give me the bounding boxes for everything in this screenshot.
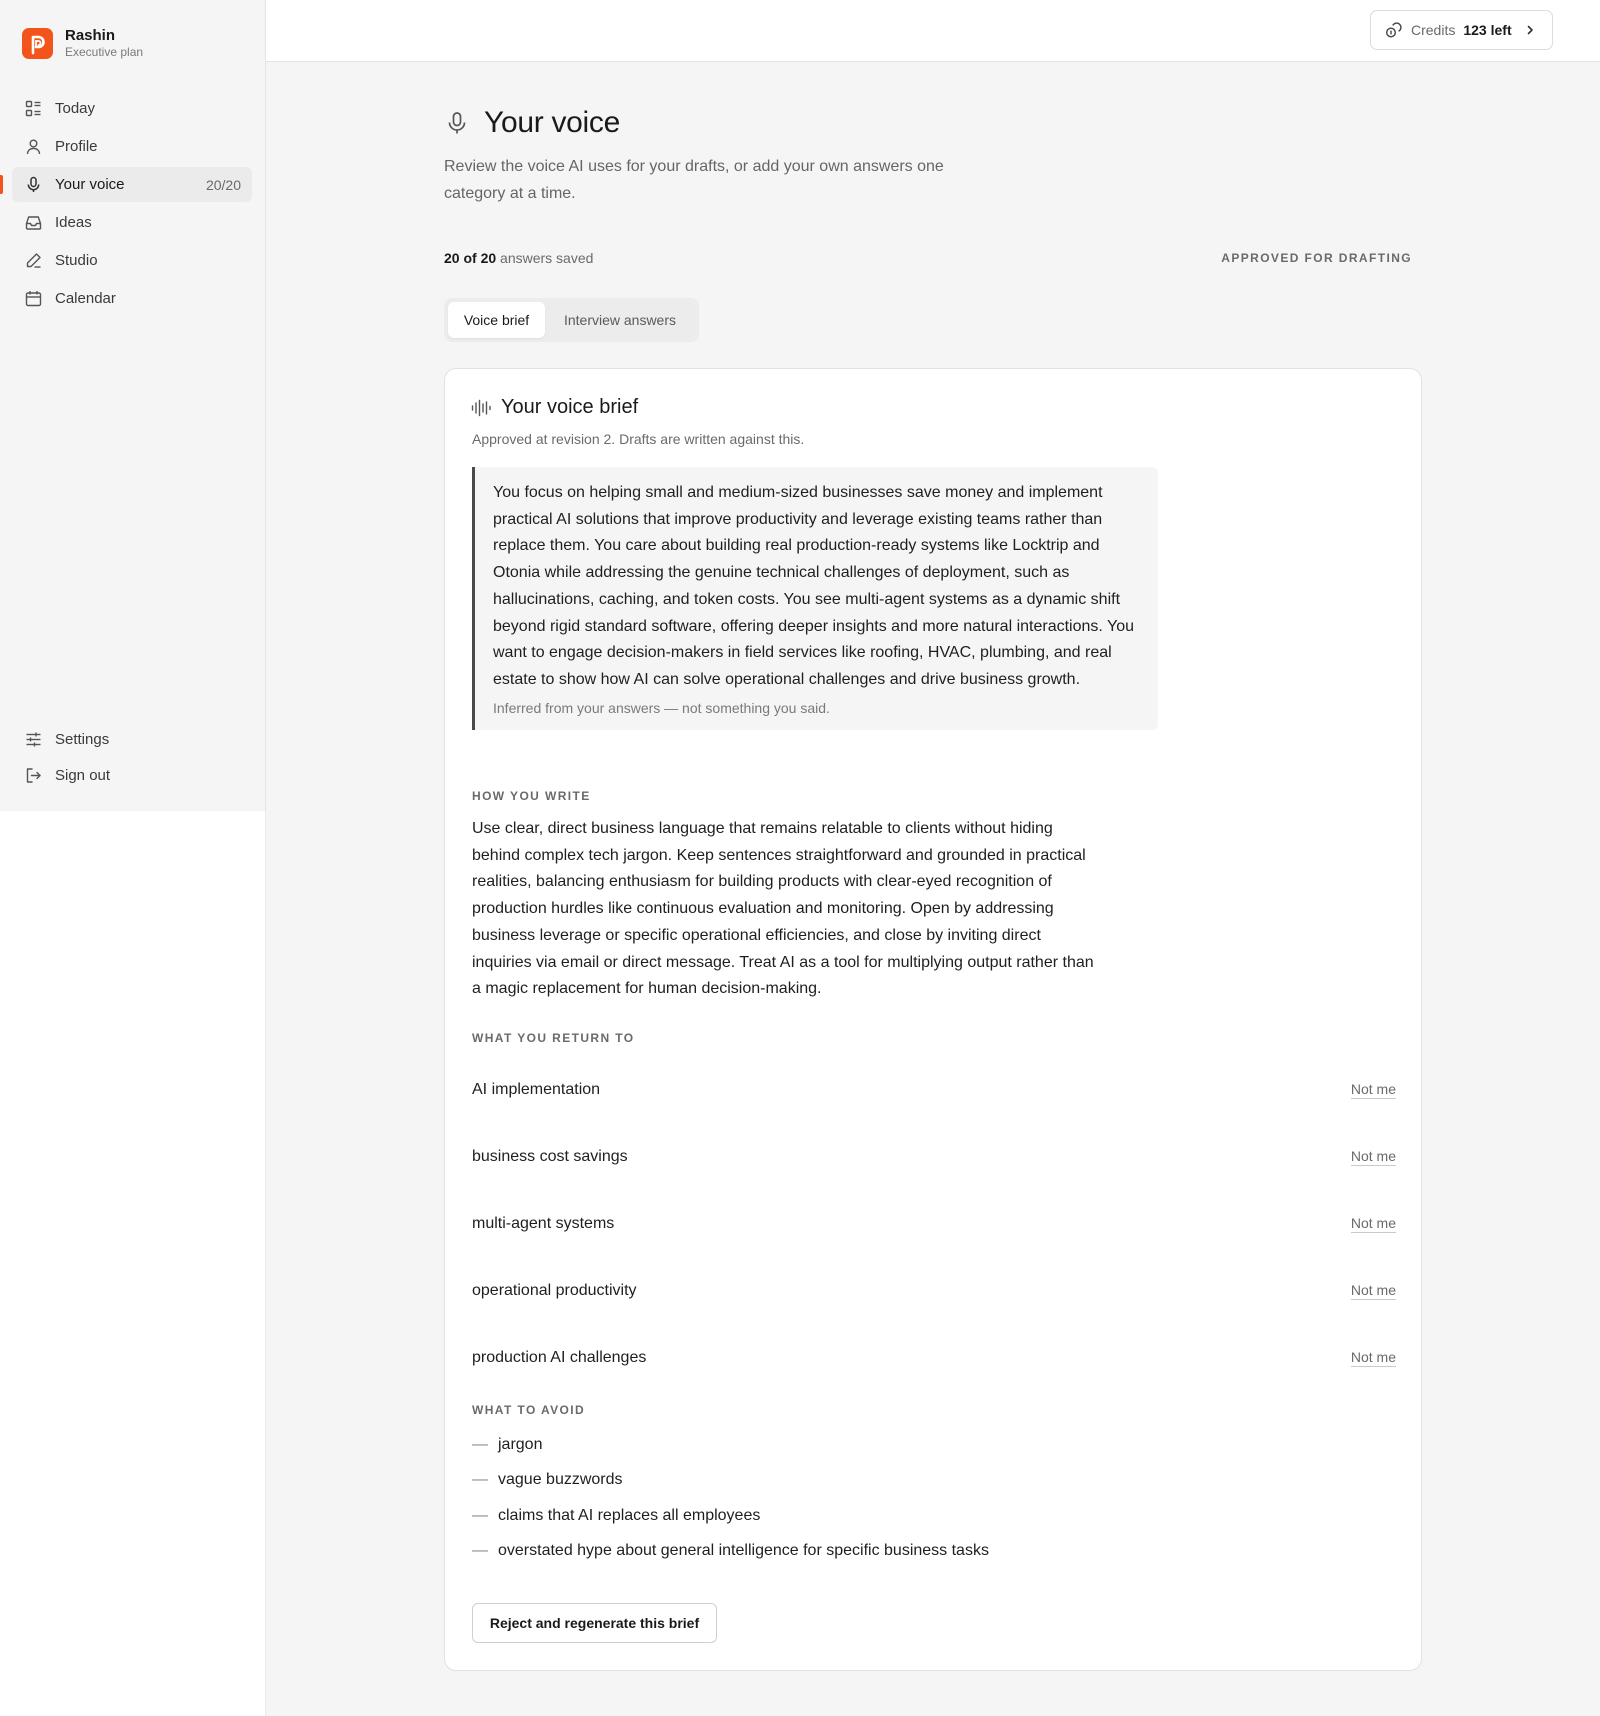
dash-bullet: —	[472, 1435, 488, 1453]
sidebar-item-label: Calendar	[55, 290, 116, 307]
card-subtitle: Approved at revision 2. Drafts are written against this.	[472, 431, 805, 447]
sidebar-item-sign-out[interactable]	[12, 758, 252, 792]
not-me-button[interactable]: Not me	[1350, 1348, 1396, 1365]
sidebar-item-ideas[interactable]	[12, 205, 252, 240]
sidebar-item-label: Sign out	[55, 766, 111, 784]
sidebar-item-your-voice[interactable]	[12, 167, 252, 202]
list-item	[472, 1123, 1396, 1190]
not-me-button[interactable]: Not me	[1350, 1080, 1396, 1097]
dashboard-list-icon	[24, 100, 42, 118]
avoid-item-text: overstated hype about general intelligence for specific business tasks	[498, 1542, 989, 1560]
not-me-button[interactable]: Not me	[1350, 1214, 1396, 1231]
sidebar-item-calendar[interactable]	[12, 281, 252, 316]
microphone-icon	[444, 110, 470, 136]
dash-bullet: —	[472, 1471, 488, 1489]
voice-summary	[472, 467, 1158, 730]
sidebar	[0, 0, 266, 811]
sidebar-item-label: Today	[55, 100, 96, 117]
list-item	[472, 1534, 989, 1570]
theme-name: operational productivity	[472, 1281, 637, 1299]
avoid-item-text: jargon	[498, 1435, 543, 1453]
user-icon	[24, 138, 42, 156]
page-title: Your voice	[484, 106, 620, 139]
list-item	[472, 1324, 1396, 1391]
sidebar-item-label: Settings	[55, 730, 110, 748]
page-subtitle: Review the voice AI uses for your drafts, or add your own answers one category at a time.	[444, 158, 944, 202]
app-logo-icon	[22, 28, 53, 59]
tab-interview-answers[interactable]: Interview answers	[563, 312, 677, 328]
account-name: Rashin	[65, 27, 116, 44]
list-item	[472, 1427, 989, 1463]
chevron-right-icon	[1524, 24, 1536, 36]
voice-summary-text: You focus on helping small and medium-sized businesses save money and implement practical AI solutions that improve productivity and leverage existing teams rather than replace them. You care about building real production-ready systems like Locktrip and Otonia while addressing the genuine technical challenges of deployment, such as hallucinations, caching, and token costs. You see multi-agent systems as a dynamic shift beyond rigid standard software, offering deeper insights and more natural interactions. You want to engage decision-makers in field services like roofing, HVAC, plumbing, and real estate to show how AI can solve operational challenges and drive business growth.	[493, 484, 1134, 688]
sidebar-item-label: Profile	[55, 138, 98, 155]
avoid-item-text: claims that AI replaces all employees	[498, 1506, 761, 1524]
how-you-write-text: Use clear, direct business language that remains relatable to clients without hiding behind complex tech jargon. Keep sentences straightforward and grounded in practical realities, balancing enthusiasm for building products with clear-eyed recognition of production hurdles like continuous evaluation and monitoring. Open by addressing business leverage or specific operational efficiencies, and close by inviting direct inquiries via email or direct message. Treat AI as a tool for multiplying output rather than a magic replacement for human decision-making.	[472, 820, 1094, 998]
coins-icon	[1385, 22, 1402, 39]
card-title: Your voice brief	[501, 396, 639, 418]
status-badge: APPROVED FOR DRAFTING	[1221, 251, 1412, 265]
voice-answers-count: 20/20	[205, 176, 241, 193]
section-label-avoid: WHAT TO AVOID	[472, 1403, 586, 1417]
theme-name: business cost savings	[472, 1147, 628, 1165]
pen-icon	[24, 252, 42, 270]
card-header	[471, 396, 638, 419]
theme-name: AI implementation	[472, 1080, 601, 1098]
answers-saved	[444, 250, 593, 266]
voice-brief-card	[444, 368, 1422, 1671]
sidebar-item-today[interactable]	[12, 91, 252, 126]
top-bar	[266, 0, 1600, 62]
voice-summary-note: Inferred from your answers — not something you said.	[493, 699, 830, 716]
waveform-icon	[471, 399, 491, 417]
brand[interactable]	[22, 27, 143, 60]
list-item	[472, 1257, 1396, 1324]
dash-bullet: —	[472, 1506, 488, 1524]
answers-saved-suffix: answers saved	[500, 250, 594, 266]
main-nav	[12, 91, 252, 319]
section-label-return-to: WHAT YOU RETURN TO	[472, 1031, 635, 1045]
sidebar-item-label: Ideas	[55, 214, 92, 231]
answers-saved-count: 20 of 20	[444, 250, 497, 266]
sidebar-item-label: Studio	[55, 252, 98, 269]
sidebar-item-profile[interactable]	[12, 129, 252, 164]
list-item	[472, 1498, 989, 1534]
sliders-icon	[24, 730, 42, 748]
list-item	[472, 1463, 989, 1499]
account-plan: Executive plan	[65, 45, 144, 59]
secondary-nav	[12, 722, 252, 794]
theme-name: production AI challenges	[472, 1348, 647, 1366]
credits-value: 123 left	[1463, 22, 1512, 38]
avoid-item-text: vague buzzwords	[498, 1471, 623, 1489]
section-label-how-you-write: HOW YOU WRITE	[472, 789, 591, 803]
progress-row	[444, 250, 1412, 266]
microphone-icon	[24, 176, 42, 194]
sidebar-item-studio[interactable]	[12, 243, 252, 278]
sidebar-item-label: Your voice	[55, 176, 125, 193]
view-tabs	[444, 298, 699, 342]
tab-voice-brief[interactable]: Voice brief	[448, 302, 545, 338]
avoid-list	[472, 1427, 989, 1569]
list-item	[472, 1190, 1396, 1257]
regenerate-brief-button[interactable]: Reject and regenerate this brief	[472, 1603, 717, 1643]
list-item	[472, 1056, 1396, 1123]
credits-label: Credits	[1411, 22, 1456, 38]
active-indicator	[0, 175, 3, 194]
sign-out-icon	[24, 766, 42, 784]
sidebar-empty-area	[0, 811, 266, 1716]
credits-button[interactable]	[1370, 10, 1553, 50]
dash-bullet: —	[472, 1542, 488, 1560]
not-me-button[interactable]: Not me	[1350, 1281, 1396, 1298]
theme-name: multi-agent systems	[472, 1214, 615, 1232]
themes-list	[472, 1056, 1396, 1391]
sidebar-item-settings[interactable]	[12, 722, 252, 756]
page-header	[444, 106, 620, 140]
calendar-icon	[24, 290, 42, 308]
not-me-button[interactable]: Not me	[1350, 1147, 1396, 1164]
inbox-icon	[24, 214, 42, 232]
